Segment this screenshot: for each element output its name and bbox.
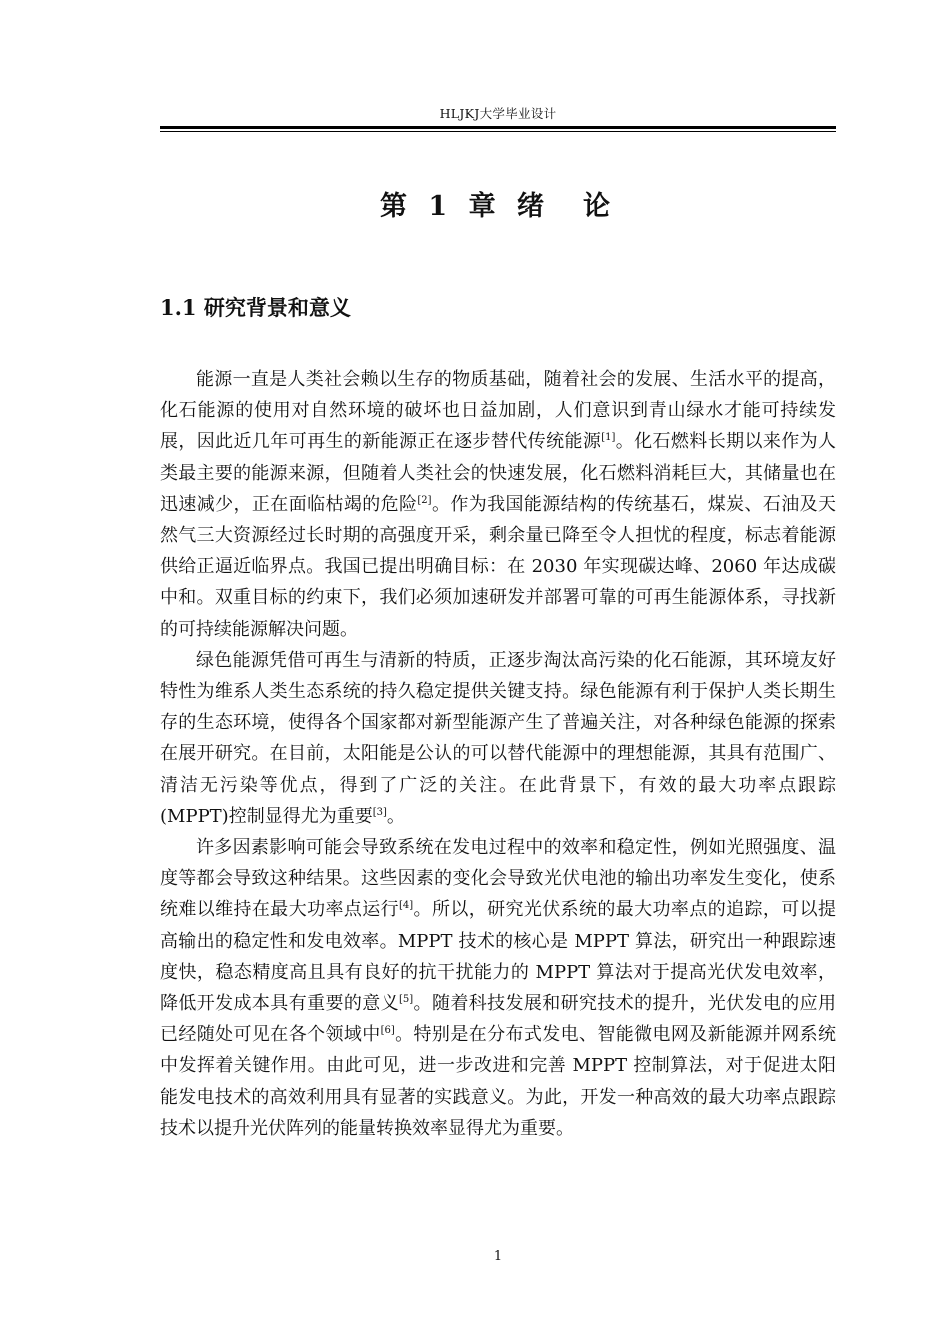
body-text bbox=[160, 364, 836, 1144]
citation-marker: [2] bbox=[417, 494, 432, 506]
paragraph-text: 能源一直是人类社会赖以生存的物质基础，随着社会的发展、生活水平的提高，化石能源的使用对自然环境的破坏也日益加剧，人们意识到青山绿水才能可持续发展，因此近几年可再生的新能源正在逐步替代传统能源 bbox=[160, 369, 836, 453]
paragraph-text: 。所以，研究光伏系统的最大功率点的追踪，可以提高输出的稳定性和发电效率。MPPT 技术的核心是 MPPT 算法，研究出一种跟踪速度快，稳态精度高且具有良好的抗干扰能力的 MPPT 算法对于提高光伏发电效率，降低开发成本具有重要的意义 bbox=[160, 899, 837, 1015]
paragraph-3 bbox=[160, 832, 836, 1144]
citation-marker: [1] bbox=[601, 432, 616, 444]
paragraph-text: 。作为我国能源结构的传统基石，煤炭、石油及天然气三大资源经过长时期的高强度开采，剩余量已降至令人担忧的程度，标志着能源供给正逼近临界点。我国已提出明确目标：在 2030 年实现碳达峰、2060 年达成碳中和。双重目标的约束下，我们必须加速研发并部署可靠的可再生能源体系，寻找新的可持续能源解决问题。 bbox=[160, 493, 837, 640]
paragraph-text: 。 bbox=[386, 805, 405, 827]
paragraph-text: 。化石燃料长期以来作为人类最主要的能源来源，但随着人类社会的快速发展，化石燃料消耗巨大，其储量也在迅速减少，正在面临枯竭的危险 bbox=[160, 431, 836, 515]
page-number: 1 bbox=[493, 1249, 503, 1264]
paragraph-text: 绿色能源凭借可再生与清新的特质，正逐步淘汰高污染的化石能源，其环境友好特性为维系人类生态系统的持久稳定提供关键支持。绿色能源有利于保护人类长期生存的生态环境，使得各个国家都对新型能源产生了普遍关注，对各种绿色能源的探索在展开研究。在目前，太阳能是公认的可以替代能源中的理想能源，其具有范围广、清洁无污染等优点，得到了广泛的关注。在此背景下，有效的最大功率点跟踪(MPPT)控制显得尤为重要 bbox=[160, 649, 836, 827]
header-title: HLJKJ大学毕业设计 bbox=[439, 106, 557, 121]
header-rule-thick bbox=[160, 126, 836, 129]
section-title: 1.1 研究背景和意义 bbox=[160, 295, 351, 320]
citation-marker: [5] bbox=[399, 994, 414, 1006]
paragraph-text: 。特别是在分布式发电、智能微电网及新能源并网系统中发挥着关键作用。由此可见，进一步改进和完善 MPPT 控制算法，对于促进太阳能发电技术的高效利用具有显著的实践意义。为此，开发一种高效的最大功率点跟踪技术以提升光伏阵列的能量转换效率显得尤为重要。 bbox=[160, 1024, 836, 1139]
paragraph-2 bbox=[160, 645, 836, 832]
paragraph-text: 。随着科技发展和研究技术的提升，光伏发电的应用已经随处可见在各个领域中 bbox=[160, 993, 837, 1046]
citation-marker: [6] bbox=[380, 1025, 395, 1037]
header-rule-thin bbox=[160, 131, 836, 132]
citation-marker: [3] bbox=[372, 806, 387, 818]
chapter-title: 第 1 章 绪 论 bbox=[380, 191, 616, 222]
citation-marker: [4] bbox=[399, 900, 414, 912]
paragraph-text: 许多因素影响可能会导致系统在发电过程中的效率和稳定性，例如光照强度、温度等都会导致这种结果。这些因素的变化会导致光伏电池的输出功率发生变化，使系统难以维持在最大功率点运行 bbox=[160, 837, 836, 921]
paragraph-1 bbox=[160, 364, 836, 645]
